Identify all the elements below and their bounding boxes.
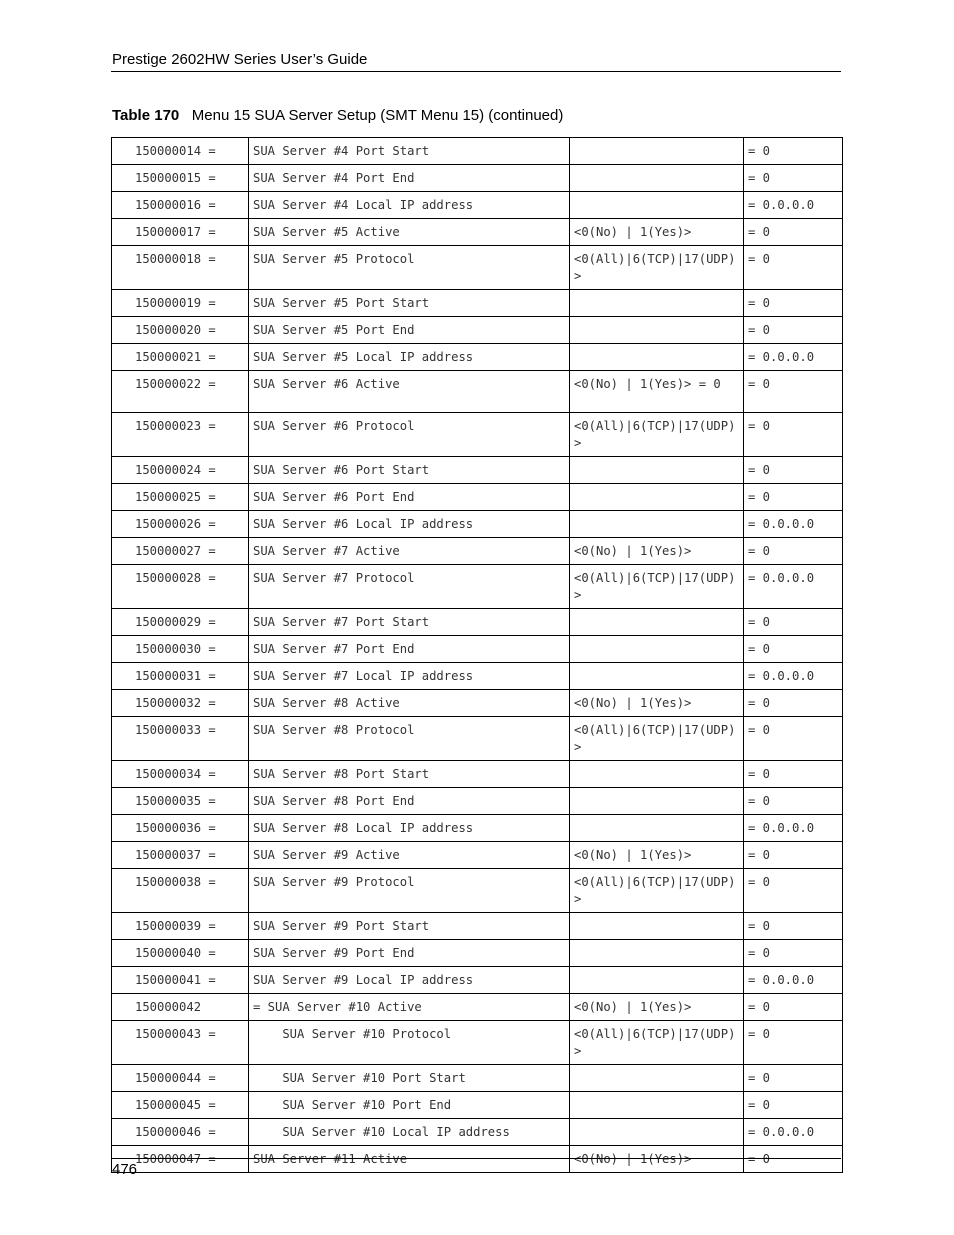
allowed-values-cell: <0(No) | 1(Yes)> [570, 538, 744, 565]
parameter-name-cell: SUA Server #6 Port End [249, 484, 570, 511]
parameter-name-cell: SUA Server #5 Port Start [249, 290, 570, 317]
current-value-cell: = 0 [744, 1146, 843, 1173]
table-row [112, 967, 843, 994]
current-value-cell: = 0 [744, 913, 843, 940]
allowed-values-cell: <0(All)|6(TCP)|17(UDP)> [570, 565, 744, 609]
table-row [112, 994, 843, 1021]
current-value-cell: = 0 [744, 219, 843, 246]
parameter-code-cell: 150000047 = [112, 1146, 249, 1173]
table-row [112, 192, 843, 219]
parameter-name-cell: SUA Server #8 Local IP address [249, 815, 570, 842]
parameter-name-cell: SUA Server #9 Port End [249, 940, 570, 967]
parameter-name-cell: SUA Server #9 Port Start [249, 913, 570, 940]
current-value-cell: = 0 [744, 290, 843, 317]
allowed-values-cell: <0(All)|6(TCP)|17(UDP)> [570, 413, 744, 457]
parameter-code-cell: 150000027 = [112, 538, 249, 565]
table-row [112, 317, 843, 344]
parameter-code-cell: 150000022 = [112, 371, 249, 413]
current-value-cell: = 0 [744, 1092, 843, 1119]
parameter-code-cell: 150000017 = [112, 219, 249, 246]
table-row [112, 788, 843, 815]
allowed-values-cell [570, 815, 744, 842]
parameter-name-cell: SUA Server #6 Local IP address [249, 511, 570, 538]
table-row [112, 663, 843, 690]
parameter-code-cell: 150000030 = [112, 636, 249, 663]
allowed-values-cell [570, 967, 744, 994]
table-row [112, 344, 843, 371]
current-value-cell: = 0 [744, 788, 843, 815]
config-table-body [112, 138, 843, 1173]
parameter-name-cell: SUA Server #5 Local IP address [249, 344, 570, 371]
current-value-cell: = 0 [744, 1065, 843, 1092]
allowed-values-cell [570, 788, 744, 815]
parameter-name-cell: SUA Server #7 Active [249, 538, 570, 565]
allowed-values-cell [570, 1092, 744, 1119]
allowed-values-cell [570, 511, 744, 538]
parameter-code-cell: 150000037 = [112, 842, 249, 869]
parameter-name-cell: SUA Server #8 Protocol [249, 717, 570, 761]
parameter-code-cell: 150000021 = [112, 344, 249, 371]
allowed-values-cell [570, 484, 744, 511]
current-value-cell: = 0 [744, 690, 843, 717]
table-row [112, 1092, 843, 1119]
allowed-values-cell [570, 609, 744, 636]
table-row [112, 219, 843, 246]
parameter-code-cell: 150000039 = [112, 913, 249, 940]
parameter-name-cell: SUA Server #4 Local IP address [249, 192, 570, 219]
parameter-name-cell: SUA Server #5 Port End [249, 317, 570, 344]
current-value-cell: = 0 [744, 761, 843, 788]
table-row [112, 761, 843, 788]
current-value-cell: = 0 [744, 842, 843, 869]
table-row [112, 609, 843, 636]
current-value-cell: = 0.0.0.0 [744, 815, 843, 842]
parameter-code-cell: 150000045 = [112, 1092, 249, 1119]
parameter-code-cell: 150000042 [112, 994, 249, 1021]
parameter-name-cell: SUA Server #7 Local IP address [249, 663, 570, 690]
current-value-cell: = 0 [744, 1021, 843, 1065]
parameter-code-cell: 150000034 = [112, 761, 249, 788]
allowed-values-cell [570, 913, 744, 940]
table-row [112, 913, 843, 940]
current-value-cell: = 0 [744, 940, 843, 967]
parameter-name-cell: SUA Server #6 Protocol [249, 413, 570, 457]
allowed-values-cell: <0(All)|6(TCP)|17(UDP)> [570, 1021, 744, 1065]
current-value-cell: = 0.0.0.0 [744, 344, 843, 371]
parameter-name-cell: SUA Server #6 Active [249, 371, 570, 413]
table-row [112, 246, 843, 290]
parameter-name-cell: SUA Server #7 Port Start [249, 609, 570, 636]
table-row [112, 1119, 843, 1146]
table-row [112, 290, 843, 317]
current-value-cell: = 0 [744, 869, 843, 913]
table-row [112, 538, 843, 565]
table-row [112, 690, 843, 717]
table-row [112, 1146, 843, 1173]
table-row [112, 842, 843, 869]
footer-divider [111, 1158, 841, 1159]
current-value-cell: = 0 [744, 609, 843, 636]
table-row [112, 1065, 843, 1092]
parameter-name-cell: SUA Server #8 Active [249, 690, 570, 717]
parameter-name-cell: SUA Server #8 Port End [249, 788, 570, 815]
parameter-code-cell: 150000033 = [112, 717, 249, 761]
table-row [112, 1021, 843, 1065]
parameter-code-cell: 150000041 = [112, 967, 249, 994]
parameter-code-cell: 150000026 = [112, 511, 249, 538]
current-value-cell: = 0.0.0.0 [744, 967, 843, 994]
parameter-code-cell: 150000025 = [112, 484, 249, 511]
parameter-code-cell: 150000038 = [112, 869, 249, 913]
table-row [112, 511, 843, 538]
table-row [112, 717, 843, 761]
parameter-code-cell: 150000023 = [112, 413, 249, 457]
allowed-values-cell: <0(All)|6(TCP)|17(UDP)> [570, 717, 744, 761]
allowed-values-cell [570, 761, 744, 788]
page-number: 476 [112, 1161, 138, 1178]
table-row [112, 165, 843, 192]
parameter-name-cell: SUA Server #4 Port End [249, 165, 570, 192]
current-value-cell: = 0 [744, 138, 843, 165]
parameter-code-cell: 150000035 = [112, 788, 249, 815]
table-caption [112, 107, 563, 124]
table-caption-label: Table 170 [112, 107, 180, 124]
allowed-values-cell: <0(No) | 1(Yes)> [570, 842, 744, 869]
table-row [112, 138, 843, 165]
parameter-name-cell: SUA Server #10 Local IP address [249, 1119, 570, 1146]
current-value-cell: = 0 [744, 165, 843, 192]
parameter-code-cell: 150000020 = [112, 317, 249, 344]
allowed-values-cell [570, 636, 744, 663]
current-value-cell: = 0 [744, 371, 843, 413]
current-value-cell: = 0 [744, 246, 843, 290]
table-row [112, 484, 843, 511]
allowed-values-cell [570, 317, 744, 344]
allowed-values-cell: <0(No) | 1(Yes)> [570, 690, 744, 717]
current-value-cell: = 0 [744, 457, 843, 484]
parameter-code-cell: 150000019 = [112, 290, 249, 317]
current-value-cell: = 0 [744, 317, 843, 344]
current-value-cell: = 0 [744, 413, 843, 457]
parameter-name-cell: SUA Server #5 Protocol [249, 246, 570, 290]
allowed-values-cell: <0(No) | 1(Yes)> = 0 [570, 371, 744, 413]
parameter-code-cell: 150000014 = [112, 138, 249, 165]
current-value-cell: = 0.0.0.0 [744, 511, 843, 538]
current-value-cell: = 0.0.0.0 [744, 663, 843, 690]
parameter-code-cell: 150000032 = [112, 690, 249, 717]
current-value-cell: = 0 [744, 717, 843, 761]
allowed-values-cell [570, 663, 744, 690]
table-row [112, 413, 843, 457]
parameter-code-cell: 150000018 = [112, 246, 249, 290]
parameter-name-cell: SUA Server #7 Port End [249, 636, 570, 663]
current-value-cell: = 0.0.0.0 [744, 565, 843, 609]
allowed-values-cell [570, 344, 744, 371]
current-value-cell: = 0 [744, 538, 843, 565]
document-header-title: Prestige 2602HW Series User’s Guide [112, 51, 368, 68]
parameter-name-cell: SUA Server #10 Port End [249, 1092, 570, 1119]
allowed-values-cell [570, 940, 744, 967]
parameter-name-cell: SUA Server #4 Port Start [249, 138, 570, 165]
current-value-cell: = 0.0.0.0 [744, 192, 843, 219]
allowed-values-cell: <0(All)|6(TCP)|17(UDP)> [570, 869, 744, 913]
allowed-values-cell [570, 457, 744, 484]
config-table [111, 137, 843, 1173]
current-value-cell: = 0.0.0.0 [744, 1119, 843, 1146]
parameter-name-cell: SUA Server #10 Port Start [249, 1065, 570, 1092]
allowed-values-cell: <0(No) | 1(Yes)> [570, 219, 744, 246]
parameter-code-cell: 150000040 = [112, 940, 249, 967]
parameter-code-cell: 150000028 = [112, 565, 249, 609]
parameter-name-cell: SUA Server #11 Active [249, 1146, 570, 1173]
parameter-code-cell: 150000016 = [112, 192, 249, 219]
allowed-values-cell [570, 138, 744, 165]
current-value-cell: = 0 [744, 636, 843, 663]
table-row [112, 565, 843, 609]
table-row [112, 636, 843, 663]
table-row [112, 869, 843, 913]
parameter-name-cell: SUA Server #7 Protocol [249, 565, 570, 609]
table-row [112, 457, 843, 484]
parameter-code-cell: 150000015 = [112, 165, 249, 192]
parameter-name-cell: SUA Server #9 Protocol [249, 869, 570, 913]
allowed-values-cell: <0(All)|6(TCP)|17(UDP)> [570, 246, 744, 290]
allowed-values-cell [570, 1119, 744, 1146]
parameter-name-cell: SUA Server #6 Port Start [249, 457, 570, 484]
parameter-code-cell: 150000046 = [112, 1119, 249, 1146]
table-caption-text: Menu 15 SUA Server Setup (SMT Menu 15) (continued) [191, 107, 564, 124]
allowed-values-cell [570, 1065, 744, 1092]
parameter-name-cell: SUA Server #5 Active [249, 219, 570, 246]
current-value-cell: = 0 [744, 484, 843, 511]
parameter-code-cell: 150000044 = [112, 1065, 249, 1092]
allowed-values-cell: <0(No) | 1(Yes)> [570, 994, 744, 1021]
parameter-name-cell: = SUA Server #10 Active [249, 994, 570, 1021]
parameter-code-cell: 150000043 = [112, 1021, 249, 1065]
parameter-name-cell: SUA Server #9 Active [249, 842, 570, 869]
allowed-values-cell [570, 165, 744, 192]
parameter-name-cell: SUA Server #8 Port Start [249, 761, 570, 788]
table-row [112, 371, 843, 413]
parameter-name-cell: SUA Server #10 Protocol [249, 1021, 570, 1065]
allowed-values-cell: <0(No) | 1(Yes)> [570, 1146, 744, 1173]
current-value-cell: = 0 [744, 994, 843, 1021]
parameter-code-cell: 150000031 = [112, 663, 249, 690]
parameter-code-cell: 150000036 = [112, 815, 249, 842]
table-row [112, 815, 843, 842]
table-row [112, 940, 843, 967]
allowed-values-cell [570, 192, 744, 219]
allowed-values-cell [570, 290, 744, 317]
parameter-name-cell: SUA Server #9 Local IP address [249, 967, 570, 994]
header-divider [111, 71, 841, 72]
parameter-code-cell: 150000029 = [112, 609, 249, 636]
parameter-code-cell: 150000024 = [112, 457, 249, 484]
